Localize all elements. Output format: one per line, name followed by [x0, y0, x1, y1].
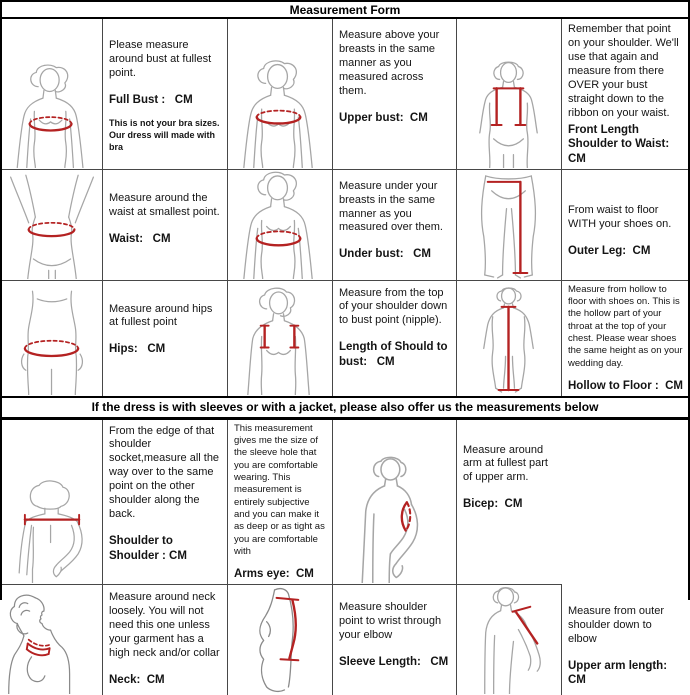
figure-cell	[228, 19, 333, 170]
figure-hollow-to-floor	[458, 282, 560, 395]
form-title: Measurement Form	[2, 2, 688, 19]
row-2	[2, 170, 688, 281]
figure-cell	[2, 281, 103, 396]
figure-sleeve-length	[229, 586, 331, 694]
measurement-cell-bicep	[457, 420, 562, 585]
figure-cell	[457, 281, 562, 396]
figure-full-bust	[3, 20, 101, 168]
instruction-text: Measure shoulder point to wrist through your elbow	[339, 600, 445, 641]
measurement-cell-hollow-to-floor	[562, 281, 688, 396]
measurement-cell-under-bust	[333, 170, 457, 281]
instruction-text: Measure around neck loosely. You will not need this one unless your garment has a high neck and/or collar	[109, 590, 220, 659]
measurement-label: Shoulder to Shoulder : CM	[109, 535, 187, 562]
measurement-label: Hips: CM	[109, 343, 166, 356]
instruction-text: Measure from outer shoulder down to elbow	[568, 604, 668, 645]
figure-cell	[228, 281, 333, 396]
measurement-label: Upper arm length: CM	[568, 659, 674, 687]
figure-upper-bust	[229, 20, 331, 168]
measurement-cell-shoulder-to-shoulder	[103, 420, 228, 585]
measurement-label: Bicep: CM	[463, 498, 523, 511]
figure-cell	[457, 170, 562, 281]
instruction-text: Remember that point on your shoulder. We'll use that again and measure from there OVER your bust straight down to the ribbon on your waist.	[568, 23, 682, 119]
measurement-cell-arms-eye	[228, 420, 333, 585]
measurement-cell-neck	[103, 585, 228, 695]
figure-shoulder-to-bust	[229, 282, 331, 395]
measurement-label: Waist: CM	[109, 232, 171, 245]
instruction-text: Measure around the waist at smallest point.	[109, 191, 220, 218]
instruction-text: Measure around hips at fullest point	[109, 302, 216, 329]
instruction-text: Measure from hollow to floor with shoes on. This is the hollow part of your throat at the top of your chest. Please wear shoes the same height as on your wedding day.	[568, 283, 686, 369]
measurement-cell-outer-leg	[562, 170, 688, 281]
figure-upper-arm	[458, 586, 560, 694]
row-1	[2, 19, 688, 170]
measurement-cell-full-bust	[103, 19, 228, 170]
measurement-cell-shoulder-to-bust	[333, 281, 457, 396]
note-text: This is not your bra sizes.	[109, 117, 220, 128]
instruction-text: Measure around arm at fullest part of upper arm.	[463, 443, 552, 484]
instruction-text: Measure from the top of your shoulder down to bust point (nipple).	[339, 286, 451, 327]
figure-neck-profile	[3, 586, 101, 694]
measurement-label: Front Length Shoulder to Waist: CM	[568, 123, 679, 165]
row-3	[2, 281, 688, 398]
figure-cell	[2, 585, 103, 695]
figure-shoulder-to-waist	[458, 20, 560, 168]
measurement-label: Hollow to Floor : CM	[568, 379, 683, 392]
row-4	[2, 420, 688, 585]
figure-cell	[457, 19, 562, 170]
figure-cell	[228, 170, 333, 281]
measurement-label: Length of Should to bust: CM	[339, 341, 451, 368]
figure-outer-leg	[458, 171, 560, 279]
instruction-text: From the edge of that shoulder socket,measure all the way over to the same point on the other shoulder along the back.	[109, 424, 223, 521]
instruction-text: Please measure around bust at fullest point.	[109, 39, 215, 79]
figure-waist	[3, 171, 101, 279]
measurement-label: Sleeve Length: CM	[339, 655, 449, 668]
figure-cell	[2, 420, 103, 585]
measurement-label: Upper bust: CM	[339, 111, 428, 124]
figure-back-shoulders	[3, 421, 101, 583]
measurement-cell-sleeve-length	[333, 585, 457, 695]
figure-hips	[3, 282, 101, 395]
instruction-text: This measurement gives me the size of the sleeve hole that you are comfortable wearing. This measurement is entirely subjective and you can make it as deep or as tight as you are comfortable with	[234, 422, 328, 557]
figure-cell	[2, 170, 103, 281]
instruction-text: From waist to floor WITH your shoes on.	[568, 203, 672, 230]
measurement-cell-waist	[103, 170, 228, 281]
measurement-label: Arms eye: CM	[234, 568, 314, 581]
row-5	[2, 585, 688, 695]
note-text: Our dress will made with bra	[109, 129, 218, 152]
measurement-label: Outer Leg: CM	[568, 244, 651, 257]
measurement-cell-upper-bust	[333, 19, 457, 170]
instruction-text: Measure above your breasts in the same manner as you measured across them.	[339, 29, 443, 97]
measurement-label: Under bust: CM	[339, 248, 431, 261]
figure-cell	[228, 585, 333, 695]
figure-cell	[2, 19, 103, 170]
measurement-cell-hips	[103, 281, 228, 396]
measurement-cell-front-length	[562, 19, 688, 170]
instruction-text: Measure under your breasts in the same manner as you measured over them.	[339, 179, 443, 234]
measurement-label: Full Bust : CM	[109, 93, 193, 106]
measurement-cell-upper-arm	[562, 585, 688, 695]
sleeves-banner: If the dress is with sleeves or with a jacket, please also offer us the measurements below	[2, 398, 688, 420]
figure-under-bust	[229, 171, 331, 279]
figure-arms-eye	[334, 421, 455, 583]
measurement-label: Neck: CM	[109, 673, 165, 686]
figure-cell	[457, 585, 562, 695]
figure-cell	[333, 420, 457, 585]
